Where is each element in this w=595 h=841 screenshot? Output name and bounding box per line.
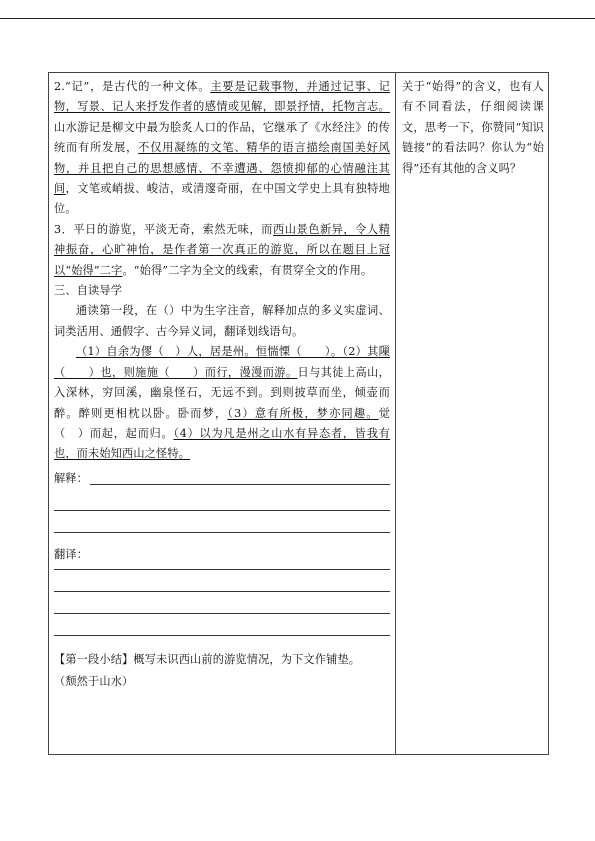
classical-passage <box>54 342 390 464</box>
explain-answer-line-2[interactable] <box>54 510 390 511</box>
passage-text-1: 日与其徒上高山，入深林，穷回溪，幽泉怪石，无远不到。到则披草而坐，倾壶而醉。醉则更相枕以卧。卧而梦， <box>54 365 391 420</box>
passage-underlined-2: （3）意有所极，梦亦同趣。 <box>227 406 379 420</box>
translate-label: 翻译： <box>54 548 89 562</box>
item2-text-1: 2.“记”，是古代的一种文体。 <box>54 80 211 93</box>
translate-answer-line-3[interactable] <box>54 613 390 614</box>
item2-text-3: ，文笔或峭拔、峻洁，或清邃奇丽，在中国文学史上具有独特地位。 <box>54 182 391 216</box>
passage-underlined-1: （1）自余为僇（ ）人，居是州。恒惴慄（ ）。（2）其隟（ ）也，则施施（ ）而行，漫漫而游。 <box>54 345 390 379</box>
item2-text-2: 山水游记是柳文中最为脍炙人口的作品，它继承了《水经注》的传统而有所发展， <box>54 120 390 155</box>
item2-underlined-2: 不仅用凝练的文笔、精华的语言描绘南国美好风物，并且把自己的思想感情、不幸遭遇、怨愤抑郁的心情融注其间 <box>54 141 390 196</box>
explain-answer-line-3[interactable] <box>54 532 390 533</box>
passage-underlined-3: （4）以为凡是州之山水有异态者，皆我有也，而未始知西山之怪特。 <box>54 426 390 461</box>
translate-answer-line-2[interactable] <box>54 591 390 592</box>
translate-answer-line-1[interactable] <box>54 569 390 570</box>
instruction-text: 通读第一段，在（）中为生字注音，解释加点的多义实虚词、词类活用、通假字、古今异义词，翻译划线语句。 <box>54 304 390 338</box>
translate-answer-line-4[interactable] <box>54 635 390 636</box>
main-column <box>54 77 390 692</box>
paragraph-summary: 【第一段小结】概写未识西山前的游览情况，为下文作铺垫。 <box>54 652 361 666</box>
column-divider <box>395 73 396 754</box>
explain-row <box>54 469 390 489</box>
section-title: 三、自读导学 <box>54 284 123 298</box>
header-rule <box>0 18 595 19</box>
item3-text-2: 。“始得”二字为全文的线索，有贯穿全文的作用。 <box>122 263 373 277</box>
explain-answer-line-1[interactable] <box>90 484 390 485</box>
passage-text-2: 觉（ ）而起，起而归。 <box>54 406 391 440</box>
knowledge-item-2 <box>54 77 390 220</box>
explain-label: 解释： <box>54 471 89 485</box>
item3-underlined-1: 西山景色新异，令人精神振奋，心旷神怡，是作者第一次真正的游览，所以在题目上冠以“始得”二字 <box>54 222 390 277</box>
item2-underlined-1: 主要是记载事物，并通过记事、记物，写景、记人来抒发作者的感情或见解，即景抒情，托物言志。 <box>54 80 390 114</box>
side-column <box>402 77 544 179</box>
thinking-prompt: 关于“始得”的含义，也有人有不同看法，仔细阅读课文，思考一下，你赞同“知识链接”的看法吗？你认为“始得”还有其他的含义吗？ <box>402 80 544 175</box>
item3-text-1: 3．平日的游览，平淡无奇，索然无味，而 <box>54 222 273 236</box>
knowledge-item-3 <box>54 220 390 281</box>
worksheet-table <box>48 72 549 755</box>
summary-note: （颓然于山水） <box>54 674 134 688</box>
